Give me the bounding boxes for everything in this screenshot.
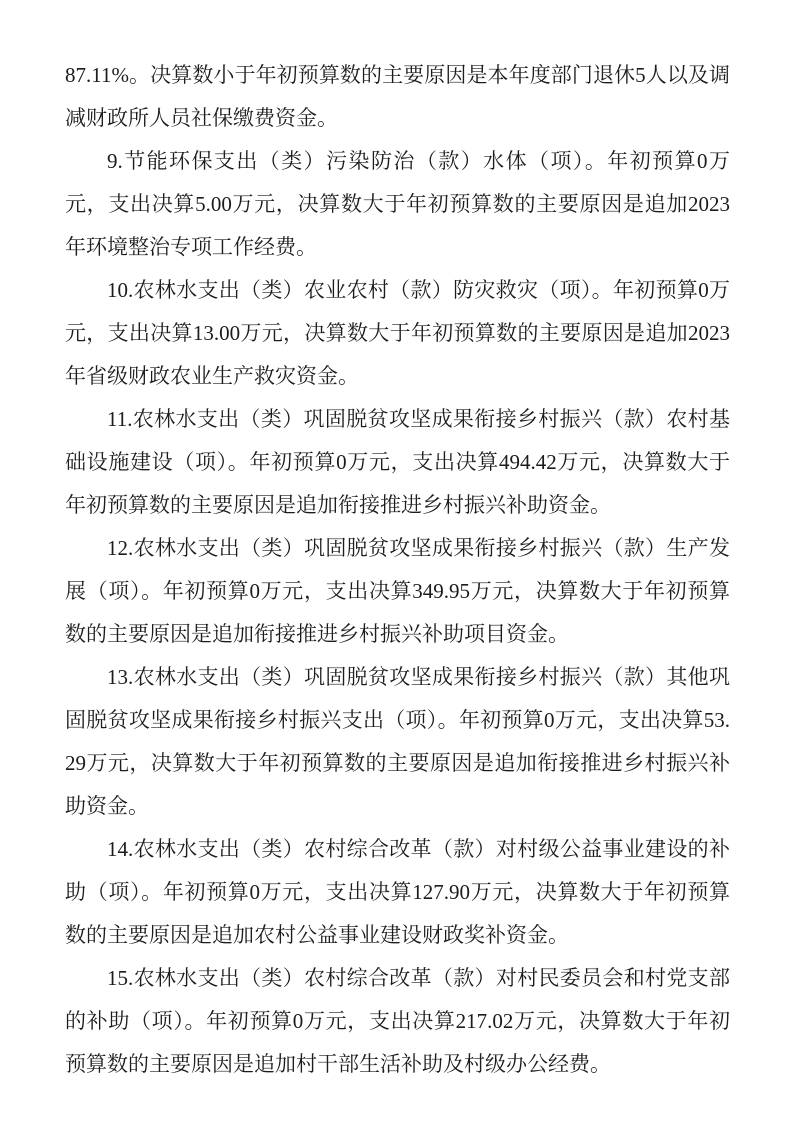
paragraph-item-14: 14.农林水支出（类）农村综合改革（款）对村级公益事业建设的补助（项）。年初预算0万元，支出决算127.90万元，决算数大于年初预算数的主要原因是追加农村公益事业建设财政奖补资金。 [65,837,730,947]
paragraph-item-9: 9.节能环保支出（类）污染防治（款）水体（项）。年初预算0万元，支出决算5.00万元，决算数大于年初预算数的主要原因是追加2023年环境整治专项工作经费。 [65,149,730,259]
paragraph-continuation: 87.11%。决算数小于年初预算数的主要原因是本年度部门退休5人以及调减财政所人员社保缴费资金。 [65,63,730,130]
paragraph-item-13: 13.农林水支出（类）巩固脱贫攻坚成果衔接乡村振兴（款）其他巩固脱贫攻坚成果衔接乡村振兴支出（项）。年初预算0万元，支出决算53.29万元，决算数大于年初预算数的主要原因是追加衔接推进乡村振兴补助资金。 [65,665,730,818]
paragraph-item-15: 15.农林水支出（类）农村综合改革（款）对村民委员会和村党支部的补助（项）。年初预算0万元，支出决算217.02万元，决算数大于年初预算数的主要原因是追加村干部生活补助及村级办公经费。 [65,966,730,1076]
paragraph-item-12: 12.农林水支出（类）巩固脱贫攻坚成果衔接乡村振兴（款）生产发展（项）。年初预算0万元，支出决算349.95万元，决算数大于年初预算数的主要原因是追加衔接推进乡村振兴补助项目资金。 [65,536,730,646]
paragraph-item-10: 10.农林水支出（类）农业农村（款）防灾救灾（项）。年初预算0万元，支出决算13.00万元，决算数大于年初预算数的主要原因是追加2023年省级财政农业生产救灾资金。 [65,278,730,388]
paragraph-item-11: 11.农林水支出（类）巩固脱贫攻坚成果衔接乡村振兴（款）农村基础设施建设（项）。年初预算0万元，支出决算494.42万元，决算数大于年初预算数的主要原因是追加衔接推进乡村振兴补助资金。 [65,407,730,517]
